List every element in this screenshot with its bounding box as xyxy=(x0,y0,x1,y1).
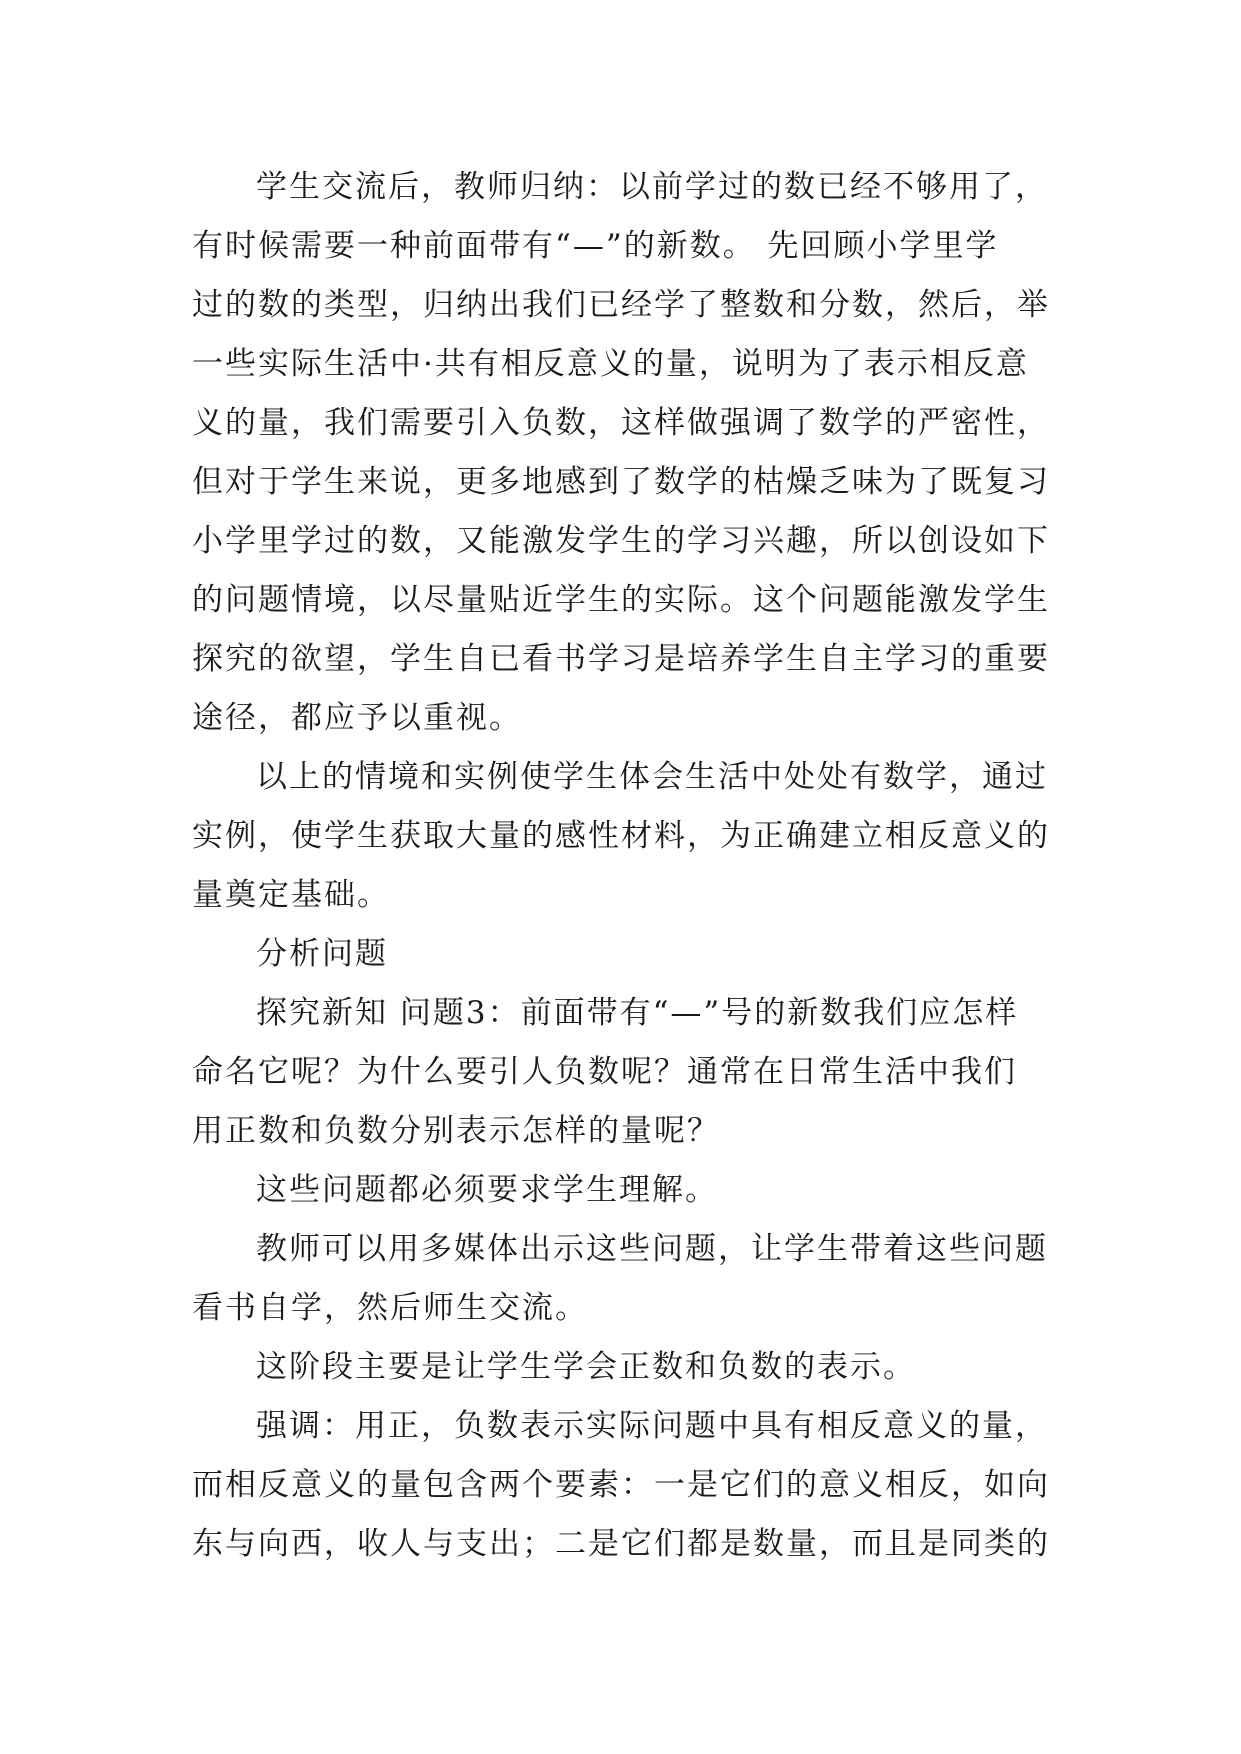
paragraph-5 xyxy=(192,1220,1052,1338)
text-line: 有时候需要一种前面带有“—”的新数。 先回顾小学里学 xyxy=(192,228,999,264)
section-heading-analysis xyxy=(192,925,1052,984)
text-line: 学生交流后，教师归纳：以前学过的数已经不够用了， xyxy=(256,169,1048,205)
text-line: 的问题情境，以尽量贴近学生的实际。这个问题能激发学生 xyxy=(192,582,1050,618)
text-line: 看书自学，然后师生交流。 xyxy=(192,1290,588,1326)
document-body xyxy=(192,158,1052,1574)
paragraph-question-3 xyxy=(192,984,1052,1161)
paragraph-1 xyxy=(192,158,1052,748)
text-line: 途径，都应予以重视。 xyxy=(192,700,522,736)
text-line: 小学里学过的数，又能激发学生的学习兴趣，所以创设如下 xyxy=(192,523,1050,559)
paragraph-4 xyxy=(192,1161,1052,1220)
text-line: 义的量，我们需要引入负数，这样做强调了数学的严密性， xyxy=(192,405,1050,441)
text-line: 命名它呢？为什么要引人负数呢？通常在日常生活中我们 xyxy=(192,1054,1017,1090)
text-line: 量奠定基础。 xyxy=(192,877,390,913)
text-line: 这阶段主要是让学生学会正数和负数的表示。 xyxy=(256,1349,916,1385)
text-line: 强调：用正，负数表示实际问题中具有相反意义的量， xyxy=(256,1408,1048,1444)
text-line: 以上的情境和实例使学生体会生活中处处有数学，通过 xyxy=(256,759,1048,795)
text-line: 分析问题 xyxy=(256,936,388,972)
text-line: 但对于学生来说，更多地感到了数学的枯燥乏味为了既复习 xyxy=(192,464,1050,500)
text-line: 过的数的类型，归纳出我们已经学了整数和分数，然后，举 xyxy=(192,287,1050,323)
text-line: 教师可以用多媒体出示这些问题，让学生带着这些问题 xyxy=(256,1231,1048,1267)
text-line: 东与向西，收人与支出；二是它们都是数量，而且是同类的 xyxy=(192,1526,1050,1562)
text-line: 这些问题都必须要求学生理解。 xyxy=(256,1172,718,1208)
paragraph-7 xyxy=(192,1397,1052,1574)
paragraph-2 xyxy=(192,748,1052,925)
text-line: 用正数和负数分别表示怎样的量呢？ xyxy=(192,1113,720,1149)
text-line: 探究新知 问题3：前面带有“—”号的新数我们应怎样 xyxy=(256,995,1019,1031)
paragraph-6 xyxy=(192,1338,1052,1397)
text-line: 而相反意义的量包含两个要素：一是它们的意义相反，如向 xyxy=(192,1467,1050,1503)
text-line: 一些实际生活中·共有相反意义的量，说明为了表示相反意 xyxy=(192,346,1029,382)
text-line: 实例，使学生获取大量的感性材料，为正确建立相反意义的 xyxy=(192,818,1050,854)
text-line: 探究的欲望，学生自已看书学习是培养学生自主学习的重要 xyxy=(192,641,1050,677)
